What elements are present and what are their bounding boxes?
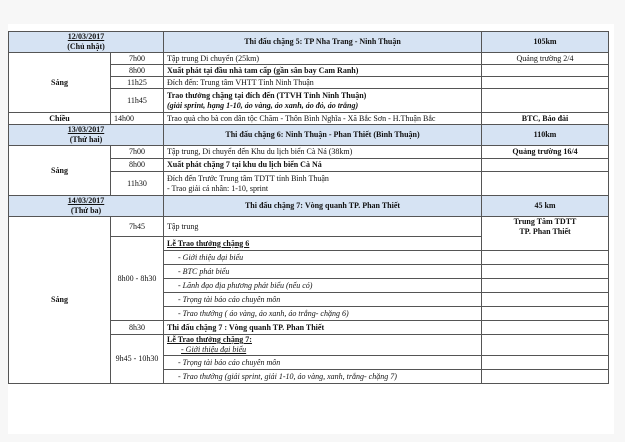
- row-text: Tập trung, Di chuyển đến Khu du lịch biển Cà Ná (38km): [164, 146, 482, 159]
- day-weekday: (Thứ hai): [69, 135, 103, 144]
- row-note-empty: [482, 265, 609, 279]
- day-date: 13/03/2017: [67, 125, 105, 134]
- ceremony-item: - Trao thưởng ( áo vàng, áo xanh, áo trắng- chặng 6): [164, 307, 482, 321]
- row-note-empty: [482, 335, 609, 356]
- session-label: Sáng: [9, 53, 111, 113]
- row-note: Quảng trường 2/4: [482, 53, 609, 65]
- ceremony-item: - BTC phát biểu: [164, 265, 482, 279]
- row-time: 11h25: [111, 77, 164, 89]
- day-weekday: (Chủ nhật): [67, 42, 105, 51]
- row-text-sub: (giải sprint, hạng 1-10, áo vàng, áo xanh, áo đỏ, áo trắng): [167, 100, 359, 110]
- row-text-multi: [164, 89, 482, 113]
- day-date-cell: [9, 125, 164, 146]
- row-time: 8h00 - 8h30: [111, 237, 164, 321]
- schedule-row: [9, 146, 609, 159]
- row-time: 8h30: [111, 321, 164, 335]
- row-time: 7h45: [111, 217, 164, 237]
- row-note-line2: TP. Phan Thiết: [519, 227, 571, 236]
- row-note-empty: [482, 77, 609, 89]
- row-text: Tập trung Di chuyển (25km): [164, 53, 482, 65]
- stage-title: Thi đấu chặng 7: Vòng quanh TP. Phan Thiết: [164, 196, 482, 217]
- session-label: Sáng: [9, 217, 111, 384]
- row-text: Đích đến Trước Trung tâm TDTT tỉnh Bình Thuận: [167, 173, 329, 183]
- row-note: Quảng trường 16/4: [482, 146, 609, 159]
- row-note-line1: Trung Tâm TDTT: [513, 217, 577, 226]
- row-note: [482, 217, 609, 251]
- ceremony-heading: [164, 335, 482, 356]
- row-time: 9h45 - 10h30: [111, 335, 164, 384]
- row-note-empty: [482, 65, 609, 77]
- schedule-row: [9, 217, 609, 237]
- ceremony-item: - Giới thiệu đại biểu: [181, 345, 247, 354]
- ceremony-heading: Lễ Trao thưởng chặng 6: [164, 237, 482, 251]
- day-date: 14/03/2017: [67, 196, 105, 205]
- row-note-empty: [482, 293, 609, 307]
- stage-title: Thi đấu chặng 5: TP Nha Trang - Ninh Thuận: [164, 32, 482, 53]
- ceremony-item: - Trọng tài báo cáo chuyên môn: [164, 293, 482, 307]
- ceremony-item: - Trao thưởng (giải sprint, giải 1-10, áo vàng, xanh, trắng- chặng 7): [164, 370, 482, 384]
- row-note-empty: [482, 321, 609, 335]
- row-time: 8h00: [111, 65, 164, 77]
- row-text: Trao thưởng chặng tại đích đến (TTVH Tỉnh Ninh Thuận): [167, 90, 367, 100]
- row-note-empty: [482, 279, 609, 293]
- row-text: Xuất phát tại đầu nhà tam cấp (gần sân bay Cam Ranh): [164, 65, 482, 77]
- row-note: BTC, Báo đài: [482, 113, 609, 125]
- stage-distance: 45 km: [482, 196, 609, 217]
- row-note-empty: [482, 307, 609, 321]
- schedule-row: [9, 53, 609, 65]
- row-time: 14h00: [111, 113, 164, 125]
- row-time: 11h30: [111, 172, 164, 196]
- row-text-sub: - Trao giải cá nhân: 1-10, sprint: [167, 183, 269, 193]
- row-time: 11h45: [111, 89, 164, 113]
- ceremony-item: - Giới thiệu đại biểu: [164, 251, 482, 265]
- stage-distance: 110km: [482, 125, 609, 146]
- row-text: Tập trung: [164, 217, 482, 237]
- row-text: Xuất phát chặng 7 tại khu du lịch biển Cà Ná: [164, 159, 482, 172]
- ceremony-heading-text: Lễ Trao thưởng chặng 7:: [167, 335, 252, 344]
- ceremony-item: - Trọng tài báo cáo chuyên môn: [164, 356, 482, 370]
- row-note-empty: [482, 159, 609, 172]
- day-header-row: [9, 32, 609, 53]
- day-date: 12/03/2017: [67, 32, 105, 41]
- row-text: Trao quà cho bà con dân tộc Chăm - Thôn Bình Nghĩa - Xã Bắc Sơn - H.Thuận Bắc: [164, 113, 482, 125]
- session-label: Chiều: [9, 113, 111, 125]
- row-time: 7h00: [111, 53, 164, 65]
- row-note-empty: [482, 370, 609, 384]
- day-header-row: [9, 125, 609, 146]
- day-date-cell: [9, 196, 164, 217]
- row-note-empty: [482, 172, 609, 196]
- schedule-row: [9, 113, 609, 125]
- ceremony-item: - Lãnh đạo địa phương phát biểu (nếu có): [164, 279, 482, 293]
- session-label: Sáng: [9, 146, 111, 196]
- row-text-multi: [164, 172, 482, 196]
- row-time: 8h00: [111, 159, 164, 172]
- day-date-cell: [9, 32, 164, 53]
- row-note-empty: [482, 356, 609, 370]
- row-note-empty: [482, 89, 609, 113]
- row-note-empty: [482, 251, 609, 265]
- row-text: Đích đến: Trung tâm VHTT Tỉnh Ninh Thuận: [164, 77, 482, 89]
- day-weekday: (Thứ ba): [70, 206, 102, 215]
- stage-title: Thi đấu chặng 6: Ninh Thuận - Phan Thiết (Bình Thuận): [164, 125, 482, 146]
- schedule-table: [8, 31, 609, 384]
- day-header-row: [9, 196, 609, 217]
- stage-distance: 105km: [482, 32, 609, 53]
- row-text: Thi đấu chặng 7 : Vòng quanh TP. Phan Thiết: [164, 321, 482, 335]
- row-time: 7h00: [111, 146, 164, 159]
